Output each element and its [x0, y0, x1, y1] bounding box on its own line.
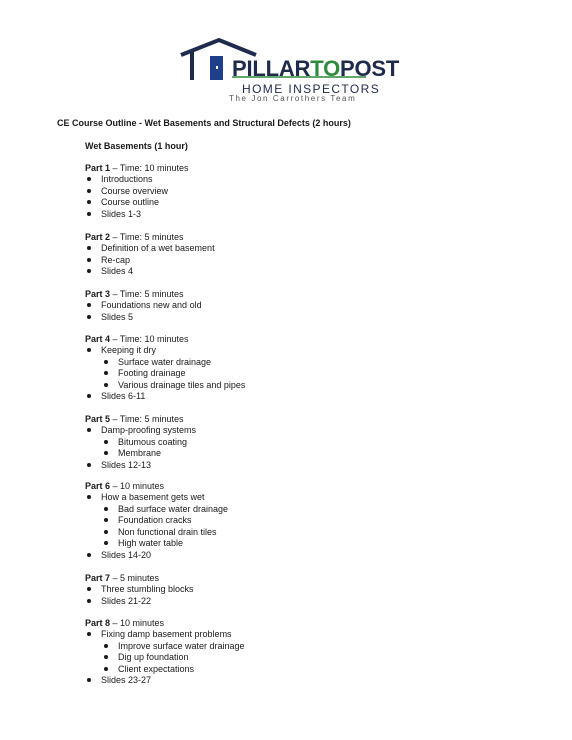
bullet-icon: [104, 451, 108, 455]
bullet-icon: [87, 553, 91, 557]
brand-tagline: HOME INSPECTORS: [242, 82, 381, 96]
bullet-text: High water table: [118, 538, 184, 548]
sub-bullet-item: [118, 652, 189, 663]
bullet-item: [101, 197, 159, 208]
bullet-item: [101, 550, 151, 561]
part-label: Part 5: [85, 414, 111, 424]
bullet-icon: [87, 495, 91, 499]
part-label: Part 2: [85, 232, 111, 242]
part-heading: [85, 334, 189, 344]
bullet-item: [101, 174, 153, 185]
bullet-icon: [87, 632, 91, 636]
bullet-text: Footing drainage: [118, 368, 186, 378]
brand-name: [232, 58, 399, 80]
bullet-text: How a basement gets wet: [101, 492, 205, 502]
sub-bullet-item: [118, 538, 183, 549]
bullet-icon: [87, 177, 91, 181]
bullet-text: Slides 6-11: [101, 391, 146, 401]
bullet-text: Foundation cracks: [118, 515, 192, 525]
bullet-item: [101, 675, 151, 686]
part-time: – Time: 10 minutes: [110, 163, 189, 173]
part-time: – Time: 5 minutes: [110, 289, 184, 299]
bullet-icon: [104, 644, 108, 648]
bullet-text: Course outline: [101, 197, 160, 207]
bullet-icon: [104, 518, 108, 522]
bullet-icon: [87, 587, 91, 591]
part-label: Part 1: [85, 163, 111, 173]
bullet-text: Slides 5: [101, 311, 134, 322]
sub-bullet-item: [118, 641, 245, 652]
bullet-text: Keeping it dry: [101, 345, 157, 355]
sub-bullet-item: [118, 357, 211, 368]
bullet-icon: [104, 541, 108, 545]
part-heading: [85, 414, 184, 424]
bullet-item: [101, 391, 145, 402]
bullet-icon: [104, 360, 108, 364]
bullet-text: Bitumous coating: [118, 436, 188, 447]
bullet-text: Various drainage tiles and pipes: [118, 379, 246, 390]
bullet-text: Re-cap: [101, 254, 131, 265]
part-heading: [85, 289, 184, 299]
bullet-icon: [104, 383, 108, 387]
team-name: The Jon Carrothers Team: [229, 94, 357, 103]
part-label: Part 4: [85, 334, 111, 344]
brand-word-to: TO: [310, 56, 341, 81]
bullet-icon: [87, 463, 91, 467]
bullet-text: Slides 23-27: [101, 675, 152, 685]
bullet-item: [101, 243, 215, 254]
bullet-text: Slides 14-20: [101, 549, 152, 560]
part-label: Part 6: [85, 481, 111, 491]
bullet-item: [101, 312, 133, 323]
bullet-icon: [87, 303, 91, 307]
sub-bullet-item: [118, 664, 194, 675]
brand-word-pillar: PILLAR: [232, 56, 311, 81]
part-label: Part 3: [85, 289, 111, 299]
bullet-text: Dig up foundation: [118, 652, 189, 662]
bullet-text: Slides 12-13: [101, 459, 152, 470]
bullet-text: Improve surface water drainage: [118, 640, 245, 651]
section-title: Wet Basements (1 hour): [85, 141, 188, 151]
brand-word-post: POST: [340, 56, 400, 81]
sub-bullet-item: [118, 437, 187, 448]
bullet-icon: [104, 440, 108, 444]
bullet-text: Non functional drain tiles: [118, 526, 217, 537]
bullet-icon: [87, 394, 91, 398]
part-heading: [85, 163, 189, 173]
bullet-item: [101, 300, 202, 311]
bullet-text: Slides 1-3: [101, 208, 142, 219]
bullet-text: Membrane: [118, 448, 162, 458]
company-logo: [0, 0, 572, 110]
bullet-item: [101, 345, 156, 356]
bullet-text: Course overview: [101, 185, 169, 196]
sub-bullet-item: [118, 448, 161, 459]
part-heading: [85, 618, 164, 628]
part-time: – 10 minutes: [110, 618, 165, 628]
bullet-text: Slides 21-22: [101, 595, 152, 606]
sub-bullet-item: [118, 527, 217, 538]
bullet-item: [101, 255, 130, 266]
part-time: – Time: 5 minutes: [110, 232, 184, 242]
bullet-text: Fixing damp basement problems: [101, 629, 232, 639]
part-label: Part 7: [85, 573, 111, 583]
bullet-icon: [104, 655, 108, 659]
part-time: – 5 minutes: [110, 573, 160, 583]
bullet-text: Bad surface water drainage: [118, 503, 229, 514]
part-heading: [85, 481, 164, 491]
bullet-icon: [87, 599, 91, 603]
bullet-icon: [87, 428, 91, 432]
document-title: CE Course Outline - Wet Basements and Structural Defects (2 hours): [57, 118, 351, 128]
bullet-icon: [87, 258, 91, 262]
part-time: – 10 minutes: [110, 481, 165, 491]
bullet-text: Introductions: [101, 174, 153, 184]
sub-bullet-item: [118, 380, 245, 391]
sub-bullet-item: [118, 368, 186, 379]
part-time: – Time: 10 minutes: [110, 334, 189, 344]
bullet-text: Definition of a wet basement: [101, 243, 215, 253]
bullet-text: Foundations new and old: [101, 300, 202, 310]
bullet-text: Three stumbling blocks: [101, 584, 194, 594]
bullet-text: Slides 4: [101, 266, 134, 276]
bullet-icon: [87, 348, 91, 352]
part-heading: [85, 232, 184, 242]
bullet-icon: [87, 212, 91, 216]
bullet-icon: [104, 371, 108, 375]
bullet-item: [101, 460, 151, 471]
sub-bullet-item: [118, 504, 228, 515]
bullet-item: [101, 186, 168, 197]
bullet-icon: [87, 315, 91, 319]
bullet-text: Damp-proofing systems: [101, 425, 197, 435]
bullet-icon: [87, 269, 91, 273]
bullet-text: Client expectations: [118, 663, 195, 674]
bullet-item: [101, 266, 133, 277]
bullet-icon: [104, 667, 108, 671]
bullet-item: [101, 425, 196, 436]
bullet-item: [101, 629, 232, 640]
part-time: – Time: 5 minutes: [110, 414, 184, 424]
bullet-icon: [104, 530, 108, 534]
bullet-text: Surface water drainage: [118, 356, 212, 367]
part-label: Part 8: [85, 618, 111, 628]
bullet-item: [101, 584, 194, 595]
bullet-icon: [87, 678, 91, 682]
sub-bullet-item: [118, 515, 192, 526]
bullet-item: [101, 596, 151, 607]
bullet-icon: [87, 200, 91, 204]
bullet-item: [101, 492, 205, 503]
bullet-icon: [104, 507, 108, 511]
bullet-icon: [87, 246, 91, 250]
part-heading: [85, 573, 159, 583]
bullet-icon: [87, 189, 91, 193]
bullet-item: [101, 209, 141, 220]
